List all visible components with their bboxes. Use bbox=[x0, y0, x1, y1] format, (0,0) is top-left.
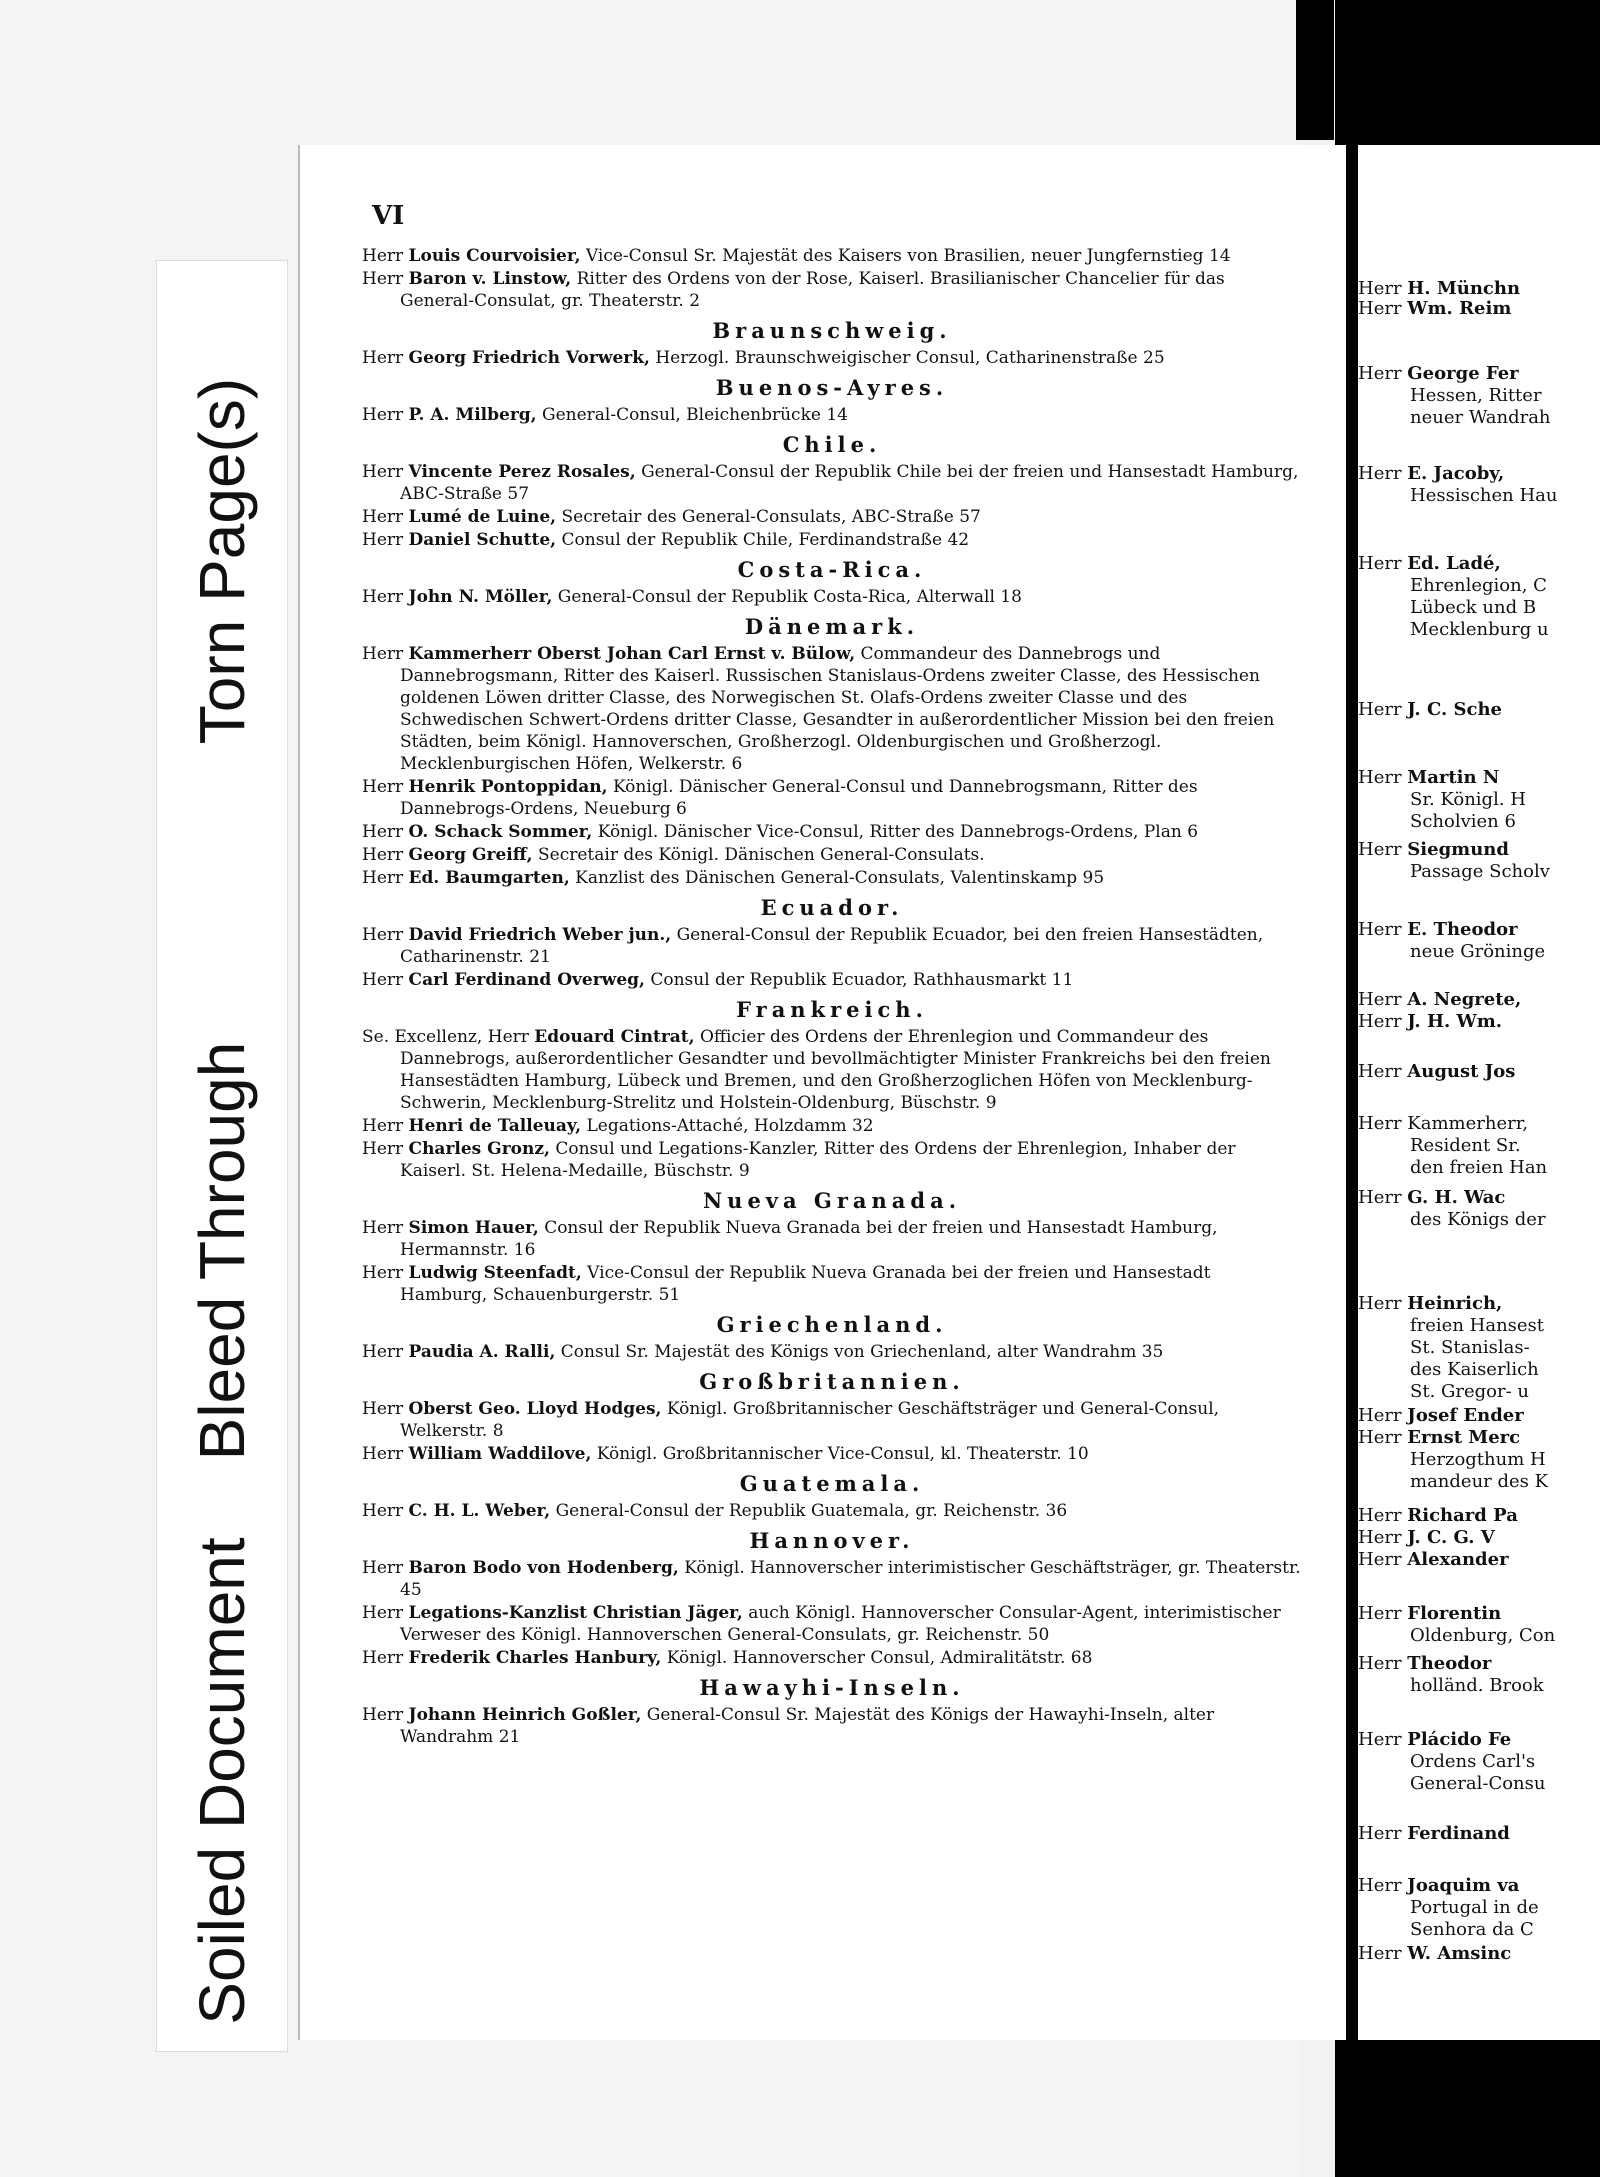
entry-text: Senhora da C bbox=[1410, 1919, 1534, 1940]
entry-prefix: Herr bbox=[362, 822, 404, 842]
entry-prefix: Herr bbox=[1358, 463, 1402, 484]
entry-name: Plácido Fe bbox=[1407, 1729, 1512, 1750]
entry-prefix: Herr bbox=[362, 1342, 404, 1362]
entry-name: Carl Ferdinand Overweg, bbox=[408, 970, 645, 990]
entry-name: C. H. L. Weber, bbox=[408, 1501, 551, 1521]
right-page-line bbox=[1358, 1729, 1511, 1751]
entry-prefix: Herr bbox=[1358, 1875, 1402, 1896]
entry-name: Henrik Pontoppidan, bbox=[408, 777, 608, 797]
right-page-line bbox=[1358, 699, 1502, 721]
right-page-line bbox=[1358, 1823, 1510, 1845]
consul-entry bbox=[362, 1647, 1302, 1669]
entry-text: den freien Han bbox=[1410, 1157, 1548, 1178]
right-page-line bbox=[1358, 767, 1499, 789]
label-soiled-document: Soiled Document bbox=[186, 1537, 258, 2025]
section-heading: Costa-Rica. bbox=[737, 557, 927, 582]
consul-entry bbox=[362, 821, 1302, 843]
consul-entry bbox=[362, 1341, 1302, 1363]
right-page-line bbox=[1410, 789, 1526, 811]
entry-prefix: Herr bbox=[362, 507, 404, 527]
entry-prefix: Herr bbox=[1358, 699, 1402, 720]
right-page-line bbox=[1410, 1209, 1546, 1231]
entry-prefix: Herr bbox=[1358, 1405, 1402, 1426]
right-page-line bbox=[1410, 619, 1549, 641]
entry-name: H. Münchn bbox=[1407, 278, 1521, 299]
right-page-line bbox=[1358, 839, 1509, 861]
right-page-line bbox=[1410, 1337, 1530, 1359]
entry-prefix: Herr bbox=[362, 530, 404, 550]
entry-text: Ritter des Ordens von der Rose, Kaiserl. Brasilianischer Chancelier für das General-Consulat, gr. Theaterstr. 2 bbox=[400, 269, 1225, 311]
entry-name: Legations-Kanzlist Christian Jäger, bbox=[408, 1603, 743, 1623]
entry-prefix: Herr bbox=[1358, 1011, 1402, 1032]
section-heading: Hawayhi-Inseln. bbox=[699, 1675, 965, 1700]
right-page-line bbox=[1358, 463, 1504, 485]
entry-prefix: Herr bbox=[362, 845, 404, 865]
entry-name: Louis Courvoisier, bbox=[408, 246, 581, 266]
right-page-line bbox=[1358, 1187, 1505, 1209]
entry-name: Baron Bodo von Hodenberg, bbox=[408, 1558, 679, 1578]
right-page-line bbox=[1410, 1359, 1539, 1381]
entry-text: Königl. Hannoverscher Consul, Admiralitätstr. 68 bbox=[666, 1648, 1093, 1668]
right-page-line bbox=[1410, 597, 1536, 619]
section-heading: Guatemala. bbox=[739, 1471, 925, 1496]
entry-text: Officier des Ordens der Ehrenlegion und Commandeur des Dannebrogs, außerordentlicher Gesandter und bevollmächtigter Minister Frankreichs bei den freien Hansestädten Hamburg, Lübeck und Bremen, und den Großherzoglichen Höfen von Mecklenburg-Schwerin, Mecklenburg-Strelitz und Holstein-Oldenburg, Büschstr. 9 bbox=[400, 1027, 1271, 1113]
section-heading: Braunschweig. bbox=[712, 318, 952, 343]
consul-entry bbox=[362, 1443, 1302, 1465]
entry-name: J. C. G. V bbox=[1407, 1527, 1495, 1548]
entry-prefix: Herr bbox=[1358, 839, 1402, 860]
entry-text: Oldenburg, Con bbox=[1410, 1625, 1556, 1646]
entry-prefix: Herr bbox=[1358, 278, 1402, 299]
right-page-line bbox=[1358, 919, 1518, 941]
right-page-line bbox=[1358, 1603, 1501, 1625]
entry-name: Wm. Reim bbox=[1407, 298, 1512, 319]
entry-prefix: Herr bbox=[1358, 1729, 1402, 1750]
section-heading: Dänemark. bbox=[744, 614, 920, 639]
entry-prefix: Herr bbox=[362, 1399, 404, 1419]
entry-prefix: Herr bbox=[1358, 1943, 1402, 1964]
right-page-line bbox=[1358, 278, 1520, 300]
right-page-line bbox=[1410, 941, 1545, 963]
entry-text: General-Consul der Republik Guatemala, gr. Reichenstr. 36 bbox=[555, 1501, 1068, 1521]
consul-entry bbox=[362, 1557, 1302, 1601]
entry-prefix: Herr bbox=[362, 777, 404, 797]
consul-list bbox=[362, 245, 1302, 1749]
entry-text: mandeur des K bbox=[1410, 1471, 1549, 1492]
consul-entry bbox=[362, 404, 1302, 426]
entry-name: Siegmund bbox=[1407, 839, 1509, 860]
entry-name: Paudia A. Ralli, bbox=[408, 1342, 556, 1362]
right-page-line bbox=[1358, 1505, 1518, 1527]
right-page-line bbox=[1410, 1157, 1547, 1179]
entry-text: Kanzlist des Dänischen General-Consulats, Valentinskamp 95 bbox=[575, 868, 1105, 888]
entry-name: John N. Möller, bbox=[408, 587, 553, 607]
entry-name: Theodor bbox=[1407, 1653, 1492, 1674]
entry-prefix: Herr bbox=[1358, 1549, 1402, 1570]
entry-name: G. H. Wac bbox=[1407, 1187, 1506, 1208]
entry-text: Königl. Dänischer General-Consul und Dannebrogsmann, Ritter des Dannebrogs-Ordens, Neueburg 6 bbox=[400, 777, 1198, 819]
section-heading: Ecuador. bbox=[760, 895, 904, 920]
section-heading: Chile. bbox=[782, 432, 882, 457]
entry-name: Vincente Perez Rosales, bbox=[408, 462, 636, 482]
entry-text: neue Gröninge bbox=[1410, 941, 1546, 962]
entry-prefix: Herr bbox=[362, 1501, 404, 1521]
right-page-line bbox=[1410, 1471, 1548, 1493]
entry-text: auch Königl. Hannoverscher Consular-Agent, interimistischer Verweser des Königl. Hannoverschen General-Consulats, gr. Reichenstr. 50 bbox=[400, 1603, 1281, 1645]
entry-prefix: Herr bbox=[362, 1603, 404, 1623]
right-page-line bbox=[1358, 1011, 1502, 1033]
entry-name: David Friedrich Weber jun., bbox=[408, 925, 672, 945]
entry-prefix: Herr bbox=[1358, 1187, 1402, 1208]
right-page-line bbox=[1410, 1135, 1521, 1157]
entry-prefix: Herr bbox=[1358, 767, 1402, 788]
entry-name: August Jos bbox=[1407, 1061, 1516, 1082]
right-page-line bbox=[1358, 1427, 1520, 1449]
scan-dark-edge-top bbox=[1296, 0, 1334, 140]
section-heading: Großbritannien. bbox=[699, 1369, 965, 1394]
right-page-line bbox=[1358, 1405, 1524, 1427]
consul-entry bbox=[362, 867, 1302, 889]
right-page-line bbox=[1410, 485, 1557, 507]
entry-name: Simon Hauer, bbox=[408, 1218, 539, 1238]
consul-entry bbox=[362, 506, 1302, 528]
entry-prefix: Herr bbox=[362, 1139, 404, 1159]
entry-name: Kammerherr Oberst Johan Carl Ernst v. Bülow, bbox=[408, 644, 856, 664]
entry-prefix: Herr bbox=[362, 1444, 404, 1464]
entry-name: Richard Pa bbox=[1407, 1505, 1518, 1526]
consul-entry bbox=[362, 1217, 1302, 1261]
entry-name: Georg Friedrich Vorwerk, bbox=[408, 348, 650, 368]
entry-name: Martin N bbox=[1407, 767, 1500, 788]
entry-text: St. Gregor- u bbox=[1410, 1381, 1530, 1402]
right-page-line bbox=[1358, 1113, 1528, 1135]
entry-text: Königl. Hannoverscher interimistischer Geschäftsträger, gr. Theaterstr. 45 bbox=[400, 1558, 1301, 1600]
consul-entry bbox=[362, 924, 1302, 968]
entry-name: Baron v. Linstow, bbox=[408, 269, 572, 289]
right-page-line bbox=[1358, 1061, 1515, 1083]
right-page-line bbox=[1410, 1449, 1546, 1471]
entry-name: O. Schack Sommer, bbox=[408, 822, 593, 842]
entry-text: Ehrenlegion, C bbox=[1410, 575, 1547, 596]
entry-name: Daniel Schutte, bbox=[408, 530, 557, 550]
entry-text: Kammerherr, bbox=[1407, 1113, 1529, 1134]
entry-text: Herzogthum H bbox=[1410, 1449, 1546, 1470]
consul-entry bbox=[362, 1026, 1302, 1114]
entry-text: Vice-Consul Sr. Majestät des Kaisers von Brasilien, neuer Jungfernstieg 14 bbox=[585, 246, 1231, 266]
entry-prefix: Herr bbox=[1358, 1293, 1402, 1314]
entry-prefix: Herr bbox=[362, 1648, 404, 1668]
consul-entry bbox=[362, 844, 1302, 866]
entry-text: Mecklenburg u bbox=[1410, 619, 1549, 640]
entry-prefix: Herr bbox=[1358, 1113, 1402, 1134]
consul-entry bbox=[362, 529, 1302, 551]
entry-text: General-Consul Sr. Majestät des Königs der Hawayhi-Inseln, alter Wandrahm 21 bbox=[400, 1705, 1215, 1747]
entry-text: Königl. Dänischer Vice-Consul, Ritter des Dannebrogs-Ordens, Plan 6 bbox=[597, 822, 1199, 842]
entry-text: Herzogl. Braunschweigischer Consul, Catharinenstraße 25 bbox=[655, 348, 1165, 368]
right-page-line bbox=[1358, 363, 1519, 385]
consul-entry bbox=[362, 969, 1302, 991]
right-page-line bbox=[1410, 1897, 1539, 1919]
right-page-line bbox=[1410, 575, 1547, 597]
entry-name: Charles Gronz, bbox=[408, 1139, 550, 1159]
left-page bbox=[298, 145, 1346, 2040]
section-heading: Griechenland. bbox=[716, 1312, 948, 1337]
entry-name: J. C. Sche bbox=[1407, 699, 1502, 720]
section-heading: Nueva Granada. bbox=[702, 1188, 962, 1213]
entry-name: P. A. Milberg, bbox=[408, 405, 537, 425]
defect-label-strip bbox=[156, 260, 288, 2052]
entry-prefix: Herr bbox=[362, 1218, 404, 1238]
entry-prefix: Herr bbox=[362, 348, 404, 368]
entry-text: Hessischen Hau bbox=[1410, 485, 1558, 506]
entry-text: General-Consul der Republik Chile bei der freien und Hansestadt Hamburg, ABC-Straße 57 bbox=[400, 462, 1299, 504]
label-torn-pages: Torn Page(s) bbox=[186, 377, 258, 745]
entry-prefix: Herr bbox=[1358, 989, 1402, 1010]
right-page-line bbox=[1358, 1293, 1502, 1315]
entry-prefix: Herr bbox=[1358, 1427, 1402, 1448]
entry-name: William Waddilove, bbox=[408, 1444, 592, 1464]
entry-prefix: Herr bbox=[362, 925, 404, 945]
consul-entry bbox=[362, 776, 1302, 820]
entry-name: George Fer bbox=[1407, 363, 1519, 384]
entry-name: Lumé de Luine, bbox=[408, 507, 557, 527]
right-page-line bbox=[1410, 1315, 1544, 1337]
right-page-line bbox=[1410, 811, 1516, 833]
entry-text: Lübeck und B bbox=[1410, 597, 1537, 618]
entry-text: Secretair des General-Consulats, ABC-Straße 57 bbox=[561, 507, 981, 527]
consul-entry bbox=[362, 586, 1302, 608]
entry-text: Consul der Republik Chile, Ferdinandstraße 42 bbox=[561, 530, 970, 550]
entry-text: Resident Sr. bbox=[1410, 1135, 1521, 1156]
entry-name: Ferdinand bbox=[1407, 1823, 1510, 1844]
right-page-line bbox=[1358, 1549, 1509, 1571]
entry-name: Florentin bbox=[1407, 1603, 1502, 1624]
right-page-line bbox=[1410, 1751, 1535, 1773]
entry-prefix: Herr bbox=[362, 644, 404, 664]
consul-entry bbox=[362, 347, 1302, 369]
entry-text: des Kaiserlich bbox=[1410, 1359, 1539, 1380]
right-page-line bbox=[1358, 1653, 1491, 1675]
entry-text: Consul Sr. Majestät des Königs von Griechenland, alter Wandrahm 35 bbox=[560, 1342, 1164, 1362]
entry-name: Frederik Charles Hanbury, bbox=[408, 1648, 662, 1668]
right-page-line bbox=[1410, 1625, 1555, 1647]
entry-text: St. Stanislas- bbox=[1410, 1337, 1530, 1358]
entry-prefix: Herr bbox=[362, 269, 404, 289]
entry-text: Consul und Legations-Kanzler, Ritter des Ordens der Ehrenlegion, Inhaber der Kaiserl. St. Helena-Medaille, Büschstr. 9 bbox=[400, 1139, 1236, 1181]
right-page-line bbox=[1410, 1675, 1544, 1697]
entry-text: Scholvien 6 bbox=[1410, 811, 1516, 832]
section-heading: Frankreich. bbox=[736, 997, 928, 1022]
consul-entry bbox=[362, 643, 1302, 775]
consul-entry bbox=[362, 1500, 1302, 1522]
entry-text: General-Consul, Bleichenbrücke 14 bbox=[541, 405, 848, 425]
consul-entry bbox=[362, 1115, 1302, 1137]
entry-prefix: Herr bbox=[1358, 919, 1402, 940]
entry-name: Ed. Ladé, bbox=[1407, 553, 1501, 574]
entry-text: Passage Scholv bbox=[1410, 861, 1550, 882]
entry-text: Secretair des Königl. Dänischen General-Consulats. bbox=[538, 845, 985, 865]
entry-name: Henri de Talleuay, bbox=[408, 1116, 582, 1136]
entry-text: neuer Wandrah bbox=[1410, 407, 1551, 428]
consul-entry bbox=[362, 1704, 1302, 1748]
right-page-line bbox=[1410, 1381, 1529, 1403]
right-page-line bbox=[1358, 298, 1511, 320]
entry-text: Portugal in de bbox=[1410, 1897, 1539, 1918]
entry-prefix: Herr bbox=[1358, 298, 1402, 319]
entry-prefix: Herr bbox=[1358, 1505, 1402, 1526]
entry-text: Hessen, Ritter bbox=[1410, 385, 1542, 406]
entry-text: holländ. Brook bbox=[1410, 1675, 1544, 1696]
entry-text: Commandeur des Dannebrogs und Dannebrogsmann, Ritter des Kaiserl. Russischen Stanislaus-Ordens zweiter Classe, des Hessischen goldenen Löwen dritter Classe, des Norwegischen St. Olafs-Ordens zweiter Classe und des Schwedischen Schwert-Ordens dritter Classe, Gesandter in außerordentlicher Mission bei den freien Städten, beim Königl. Hannoverschen, Großherzogl. Oldenburgischen und Großherzogl. Mecklenburgischen Höfen, Welkerstr. 6 bbox=[400, 644, 1275, 774]
entry-prefix: Herr bbox=[362, 462, 404, 482]
entry-name: Georg Greiff, bbox=[408, 845, 533, 865]
entry-prefix: Herr bbox=[362, 405, 404, 425]
right-page-line bbox=[1410, 385, 1542, 407]
right-page-line bbox=[1410, 861, 1550, 883]
entry-name: Oberst Geo. Lloyd Hodges, bbox=[408, 1399, 662, 1419]
right-page-line bbox=[1358, 989, 1521, 1011]
consul-entry bbox=[362, 461, 1302, 505]
entry-text: Ordens Carl's bbox=[1410, 1751, 1536, 1772]
right-page-line bbox=[1358, 1943, 1511, 1965]
entry-name: Ernst Merc bbox=[1407, 1427, 1521, 1448]
entry-text: General-Consul der Republik Costa-Rica, Alterwall 18 bbox=[557, 587, 1022, 607]
right-page-line bbox=[1358, 1875, 1519, 1897]
entry-prefix: Herr bbox=[362, 1558, 404, 1578]
entry-prefix: Herr bbox=[1358, 553, 1402, 574]
entry-name: W. Amsinc bbox=[1407, 1943, 1512, 1964]
entry-prefix: Herr bbox=[1358, 1061, 1402, 1082]
entry-prefix: Herr bbox=[1358, 1653, 1402, 1674]
entry-prefix: Se. Excellenz, Herr bbox=[362, 1027, 529, 1047]
entry-prefix: Herr bbox=[1358, 1603, 1402, 1624]
entry-text: Sr. Königl. H bbox=[1410, 789, 1526, 810]
entry-prefix: Herr bbox=[362, 1263, 404, 1283]
right-page-line bbox=[1358, 553, 1501, 575]
entry-text: freien Hansest bbox=[1410, 1315, 1545, 1336]
consul-entry bbox=[362, 268, 1302, 312]
entry-name: J. H. Wm. bbox=[1407, 1011, 1503, 1032]
entry-name: Johann Heinrich Goßler, bbox=[408, 1705, 642, 1725]
label-bleed-through: Bleed Through bbox=[186, 1041, 258, 1461]
entry-prefix: Herr bbox=[1358, 1823, 1402, 1844]
entry-name: Joaquim va bbox=[1407, 1875, 1520, 1896]
page-number: VI bbox=[372, 201, 405, 231]
consul-entry bbox=[362, 1262, 1302, 1306]
entry-name: Alexander bbox=[1407, 1549, 1509, 1570]
entry-name: Ed. Baumgarten, bbox=[408, 868, 570, 888]
entry-prefix: Herr bbox=[1358, 363, 1402, 384]
consul-entry bbox=[362, 245, 1302, 267]
entry-name: Ludwig Steenfadt, bbox=[408, 1263, 582, 1283]
entry-name: E. Jacoby, bbox=[1407, 463, 1505, 484]
entry-name: Josef Ender bbox=[1407, 1405, 1524, 1426]
section-heading: Buenos-Ayres. bbox=[715, 375, 949, 400]
entry-text: General-Consu bbox=[1410, 1773, 1546, 1794]
right-page-fragment bbox=[1358, 145, 1600, 2040]
entry-prefix: Herr bbox=[362, 970, 404, 990]
entry-text: des Königs der bbox=[1410, 1209, 1546, 1230]
entry-text: Königl. Großbritannischer Geschäftsträger und General-Consul, Welkerstr. 8 bbox=[400, 1399, 1220, 1441]
entry-name: E. Theodor bbox=[1407, 919, 1518, 940]
entry-name: Edouard Cintrat, bbox=[534, 1027, 695, 1047]
right-page-line bbox=[1410, 1773, 1545, 1795]
entry-prefix: Herr bbox=[362, 587, 404, 607]
section-heading: Hannover. bbox=[749, 1528, 915, 1553]
entry-prefix: Herr bbox=[362, 1116, 404, 1136]
right-page-line bbox=[1358, 1527, 1495, 1549]
entry-text: Consul der Republik Nueva Granada bei der freien und Hansestadt Hamburg, Hermannstr. 16 bbox=[400, 1218, 1218, 1260]
entry-name: A. Negrete, bbox=[1407, 989, 1522, 1010]
entry-text: Königl. Großbritannischer Vice-Consul, kl. Theaterstr. 10 bbox=[596, 1444, 1089, 1464]
entry-text: General-Consul der Republik Ecuador, bei den freien Hansestädten, Catharinenstr. 21 bbox=[400, 925, 1264, 967]
entry-text: Vice-Consul der Republik Nueva Granada bei der freien und Hansestadt Hamburg, Schauenburgerstr. 51 bbox=[400, 1263, 1211, 1305]
entry-prefix: Herr bbox=[1358, 1527, 1402, 1548]
consul-entry bbox=[362, 1398, 1302, 1442]
consul-entry bbox=[362, 1602, 1302, 1646]
entry-prefix: Herr bbox=[362, 868, 404, 888]
entry-text: Consul der Republik Ecuador, Rathhausmarkt 11 bbox=[650, 970, 1074, 990]
entry-name: Heinrich, bbox=[1407, 1293, 1503, 1314]
entry-text: Legations-Attaché, Holzdamm 32 bbox=[586, 1116, 874, 1136]
right-page-line bbox=[1410, 407, 1551, 429]
entry-prefix: Herr bbox=[362, 246, 404, 266]
consul-entry bbox=[362, 1138, 1302, 1182]
right-page-line bbox=[1410, 1919, 1534, 1941]
entry-prefix: Herr bbox=[362, 1705, 404, 1725]
